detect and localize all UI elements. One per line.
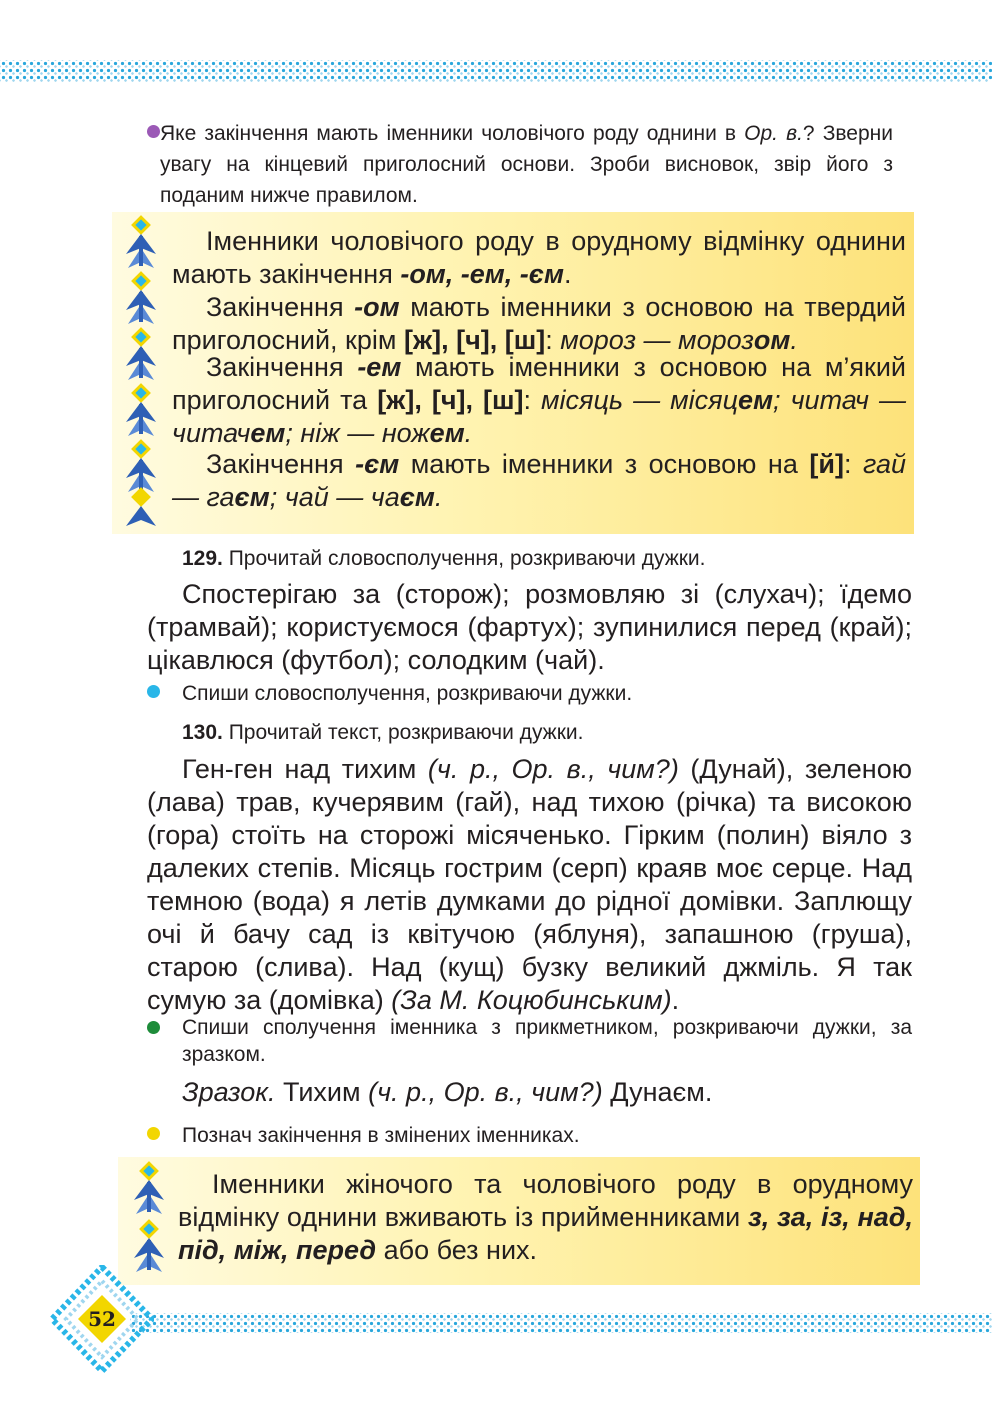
page-number: 52: [88, 1307, 116, 1331]
rule1-p2-ending: -ом: [354, 292, 400, 322]
exercise-130-sample: [182, 1076, 912, 1109]
sample-grammar-note: (ч. р., Ор. в., чим?): [368, 1077, 603, 1107]
exercise-130-task-text: Прочитай текст, розкриваючи дужки.: [222, 721, 584, 744]
rule1-p1-end: .: [563, 259, 572, 289]
exercise-129-text: Спостерігаю за (сторож); розмовляю зі (слухач); їдемо (трамвай); користуємося (фартух); зупинилися перед (край); цікавлюся (футбол); солодким (чай).: [147, 579, 912, 675]
exercise-129-number: 129.: [182, 547, 223, 570]
yellow-bullet-icon: [147, 1127, 160, 1140]
purple-bullet-icon: [147, 125, 160, 138]
question-bullet: [147, 118, 915, 211]
rule2-text-b: або без них.: [376, 1235, 538, 1265]
rule1-p2-letters: [ж], [ч], [ш]: [403, 325, 546, 355]
rule2-text-a: Іменники жіночого та чоловічого роду в орудному відмінку однини вживають із прийменниками: [178, 1169, 913, 1232]
exercise-130-source: (За М. Коцюбинським): [391, 985, 672, 1015]
rule1-p1-endings: -ом, -ем, -єм: [400, 259, 564, 289]
rule1-p3-example-2: ; читач — читач: [172, 385, 906, 448]
rule1-p3-text-b: мають іменники з основою на м’який приголосний та: [172, 352, 906, 415]
rule1-p4-text-a: Закінчення: [206, 449, 356, 479]
sample-label: Зразок.: [182, 1077, 276, 1107]
question-text-b: ? Зверни увагу на кінцевий приголосний основи. Зроби висновок, звір його з поданим нижче правилом.: [160, 122, 893, 207]
blue-bullet-icon: [147, 685, 160, 698]
rule1-p1-text: Іменники чоловічого роду в орудному відмінку однини мають закінчення: [172, 226, 906, 289]
rule1-paragraph-1: [172, 225, 906, 291]
rule1-paragraph-2: [172, 291, 906, 357]
question-text: [160, 118, 893, 211]
exercise-130-grammar-note: (ч. р., Ор. в., чим?): [427, 754, 679, 784]
sample-text-a: Тихим: [275, 1077, 369, 1107]
rule2-paragraph: [178, 1168, 913, 1267]
rule1-p3-example-3-ending: ем: [429, 418, 465, 448]
exercise-130-end: .: [671, 985, 680, 1015]
exercise-129-task: [182, 543, 912, 574]
bottom-ornament-border: [130, 1313, 992, 1333]
embroidery-ornament-small-icon: [128, 1160, 170, 1282]
rule1-p3-letters: [ж], [ч], [ш]: [377, 385, 524, 415]
rule1-p2-example-ending: ом: [753, 325, 791, 355]
rule1-p4-example-2-ending: єм: [399, 482, 435, 512]
exercise-129-bullet: [147, 678, 632, 709]
exercise-130-text-a: Ген-ген над тихим: [182, 754, 428, 784]
exercise-130-text-b: (Дунай), зеленою (лава) трав, кучерявим (гай), над тихою (річка) та високою (гора) стоїть на сторожі місяченько. Гірким (полин) віяло з далеких степів. Місяць гострим (серп) краяв моє серце. Над темною (вода) я летів думками до рідної домівки. Заплющу очі й бачу сад із квітучою (яблуня), запашною (груша), старою (слива). Над (кущ) бузку великий джміль. Я так сумую за (домівка): [147, 754, 912, 1015]
rule1-paragraph-4: [172, 448, 906, 514]
top-ornament-border: [0, 60, 992, 82]
rule1-p4-letter: [й]: [809, 449, 844, 479]
rule1-p2-example: мороз — мороз: [560, 325, 754, 355]
rule1-p3-dot: .: [464, 418, 473, 448]
rule1-p3-example-2-ending: ем: [250, 418, 286, 448]
rule1-p3-colon: :: [523, 385, 542, 415]
rule1-p2-text-a: Закінчення: [206, 292, 355, 322]
rule1-p3-text-a: Закінчення: [206, 352, 358, 382]
rule1-p3-example-1-ending: ем: [738, 385, 774, 415]
exercise-130-text: [147, 753, 912, 1017]
exercise-130-bullet-2-text: Познач закінчення в змінених іменниках.: [182, 1124, 580, 1147]
rule1-p2-colon: :: [545, 325, 561, 355]
rule1-p4-example-1: гай — га: [172, 449, 907, 512]
green-bullet-icon: [147, 1021, 160, 1034]
rule1-p4-dot: .: [434, 482, 443, 512]
sample-text-b: Дунаєм.: [602, 1077, 713, 1107]
rule1-p3-example-3: ; ніж — нож: [285, 418, 430, 448]
exercise-130-bullet-1: [147, 1014, 912, 1068]
rule1-p4-example-2: ; чай — ча: [269, 482, 400, 512]
rule1-p4-colon: :: [843, 449, 863, 479]
embroidery-ornament-icon: [120, 214, 162, 530]
exercise-129-bullet-text: Спиши словосполучення, розкриваючи дужки.: [182, 682, 633, 705]
rule1-p3-ending: -ем: [357, 352, 402, 382]
rule1-p4-example-1-ending: єм: [234, 482, 270, 512]
exercise-130-bullet-2: [147, 1120, 580, 1151]
rule1-p4-ending: -єм: [355, 449, 400, 479]
rule1-p2-text-b: мають іменники з основою на твердий приголосний, крім: [172, 292, 906, 355]
rule1-p2-dot: .: [790, 325, 798, 355]
rule1-p4-text-b: мають іменники з основою на: [399, 449, 810, 479]
exercise-130-task: [182, 717, 912, 748]
exercise-129-task-text: Прочитай словосполучення, розкриваючи дужки.: [222, 547, 706, 570]
question-case: Ор. в.: [744, 122, 803, 145]
rule2-prepositions: з, за, із, над, під, між, перед: [178, 1202, 913, 1265]
exercise-130-bullet-1-text: Спиши сполучення іменника з прикметником, розкриваючи дужки, за зразком.: [182, 1016, 912, 1066]
rule1-paragraph-3: [172, 351, 906, 450]
rule1-p3-example-1: місяць — місяц: [541, 385, 739, 415]
question-text-a: Яке закінчення мають іменники чоловічого роду однини в: [160, 122, 745, 145]
exercise-130-number: 130.: [182, 721, 223, 744]
